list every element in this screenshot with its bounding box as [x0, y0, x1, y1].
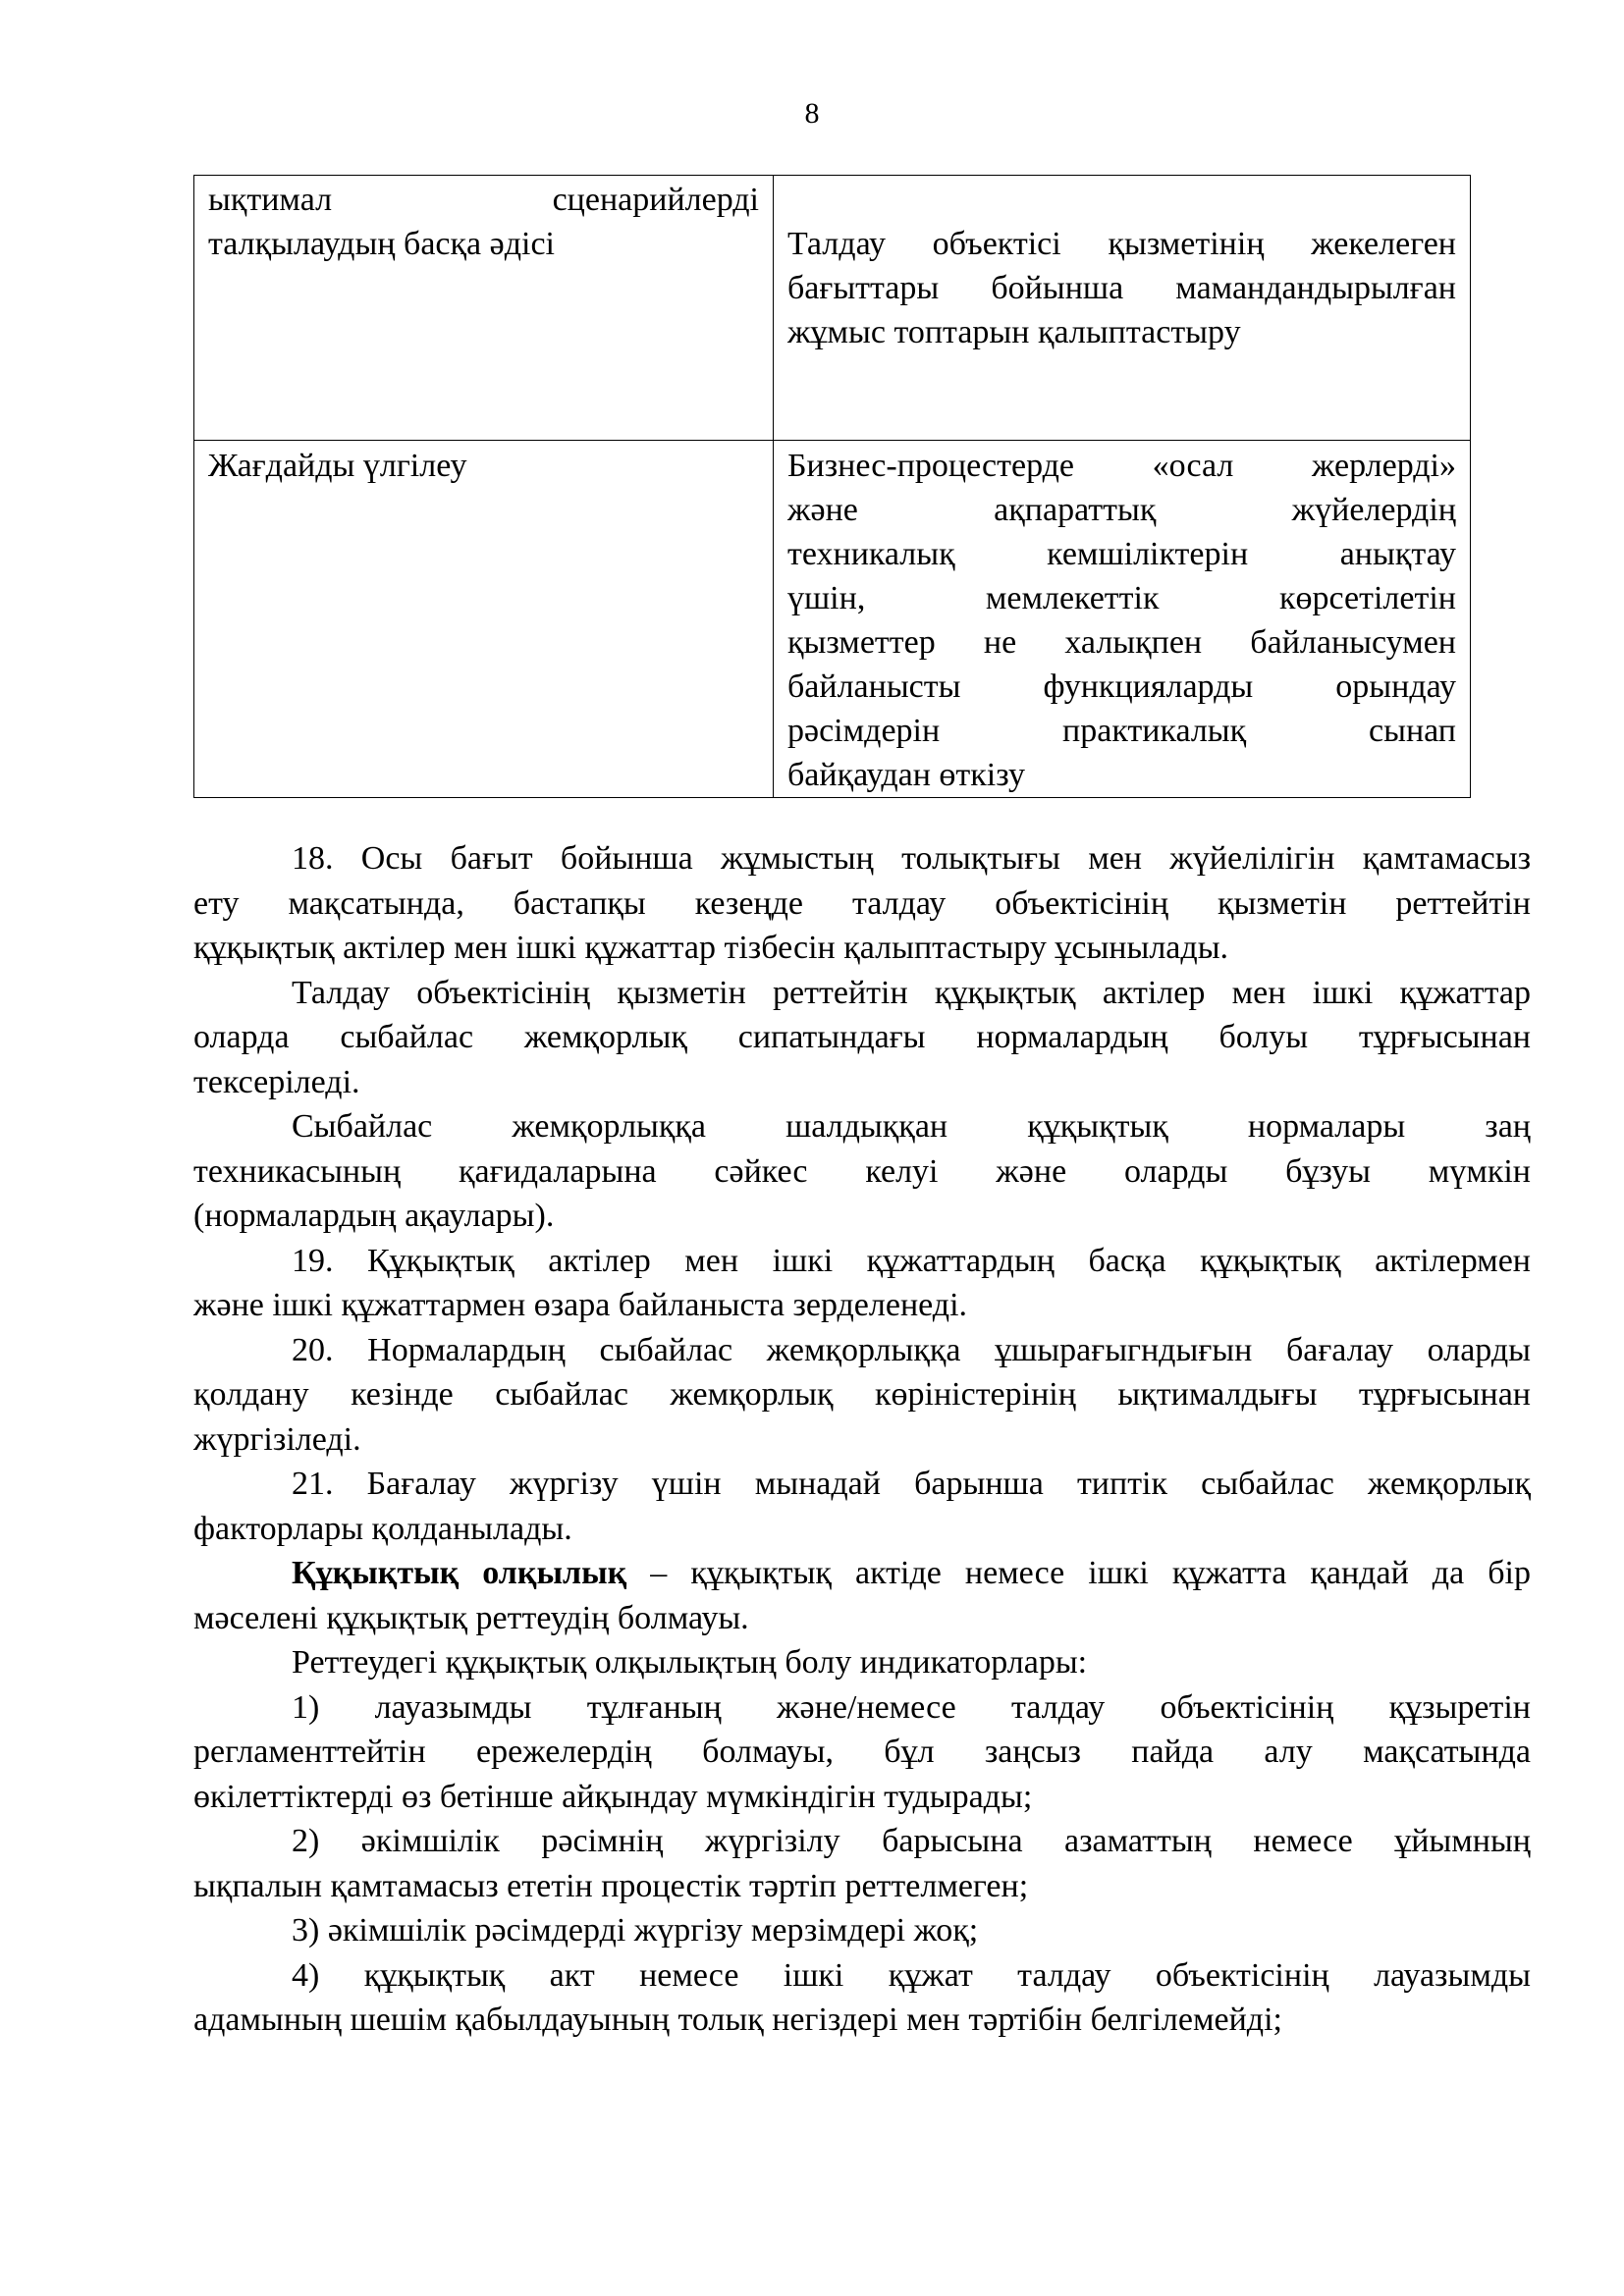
cell-line: техникалық кемшіліктерін анықтау [787, 536, 1456, 572]
cell-line: талқылаудың басқа әдісі [208, 226, 555, 262]
list-item-1 [193, 1685, 1531, 1820]
paragraph-20 [193, 1328, 1531, 1463]
table-cell-method [194, 176, 774, 441]
paragraph-indicators-intro [193, 1640, 1531, 1685]
text-line: ықпалын қамтамасыз ететін процестік тәртіп реттелмеген; [193, 1867, 1029, 1904]
cell-line: үшін, мемлекеттік көрсетілетін [787, 580, 1456, 616]
cell-line: байқаудан өткізу [787, 757, 1025, 793]
table-row [194, 441, 1471, 798]
text-line: факторлары қолданылады. [193, 1510, 572, 1547]
text-line: тексеріледі. [193, 1063, 360, 1100]
paragraph-norms [193, 1104, 1531, 1239]
text-line: өкілеттіктерді өз бетінше айқындау мүмкіндігін тудырады; [193, 1778, 1033, 1815]
text-line: 2) әкімшілік рәсімнің жүргізілу барысына азаматтың немесе ұйымның [292, 1823, 1531, 1859]
cell-line: ықтимал сценарийлерді [208, 182, 759, 218]
text-line: (нормалардың ақаулары). [193, 1198, 555, 1234]
paragraph-21 [193, 1462, 1531, 1551]
text-line: 20. Нормалардың сыбайлас жемқорлыққа ұшырағыгндығын бағалау оларды [292, 1331, 1531, 1368]
page-number: 8 [804, 97, 820, 130]
document-body [193, 836, 1531, 2043]
cell-line: Бизнес-процестерде «осал жерлерді» [787, 448, 1456, 484]
cell-line: Жағдайды үлгілеу [208, 448, 467, 484]
term-legal-gap: Құқықтық олқылық [292, 1555, 627, 1591]
text-line: жүргізіледі. [193, 1420, 361, 1458]
cell-line: Талдау объектісі қызметінің жекелеген [787, 226, 1456, 262]
methods-table [193, 175, 1471, 798]
text-line: Реттеудегі құқықтық олқылықтың болу индикаторлары: [292, 1644, 1088, 1681]
text-line: адамының шешім қабылдауының толық негіздері мен тәртібін белгілемейді; [193, 2002, 1282, 2038]
cell-line: қызметтер не халықпен байланысумен [787, 624, 1456, 661]
text-line [193, 1551, 1531, 1596]
text-line: Сыбайлас жемқорлыққа шалдыққан құқықтық нормалары заң [292, 1108, 1531, 1145]
paragraph-legal-gap-definition [193, 1551, 1531, 1640]
text-line: және ішкі құжаттармен өзара байланыста зерделенеді. [193, 1287, 968, 1323]
cell-line: байланысты функцияларды орындау [787, 668, 1456, 705]
table-cell-method [194, 441, 774, 798]
text-line: қолдану кезінде сыбайлас жемқорлық көріністерінің ықтималдығы тұрғысынан [193, 1376, 1531, 1413]
table-row [194, 176, 1471, 441]
list-item-2 [193, 1819, 1531, 1908]
list-item-3 [193, 1908, 1531, 1953]
text-line: 4) құқықтық акт немесе ішкі құжат талдау объектісінің лауазымды [292, 1956, 1531, 1994]
table-cell-description [774, 176, 1471, 441]
definition-text: – құқықтық актіде немесе ішкі құжатта қандай да бір [626, 1555, 1531, 1591]
paragraph-review [193, 971, 1531, 1105]
text-line: техникасының қағидаларына сәйкес келуі және оларды бұзуы мүмкін [193, 1152, 1531, 1190]
text-line: 21. Бағалау жүргізу үшін мынадай барынша типтік сыбайлас жемқорлық [292, 1466, 1531, 1502]
list-item-4 [193, 1953, 1531, 2043]
text-line: Талдау объектісінің қызметін реттейтін құқықтық актілер мен ішкі құжаттар [292, 974, 1531, 1011]
text-line: мәселені құқықтық реттеудің болмауы. [193, 1599, 749, 1636]
table-cell-description [774, 441, 1471, 798]
text-line: регламенттейтін ережелердің болмауы, бұл заңсыз пайда алу мақсатында [193, 1734, 1531, 1770]
cell-line: рәсімдерін практикалық сынап [787, 713, 1456, 749]
text-line: құқықтық актілер мен ішкі құжаттар тізбесін қалыптастыру ұсынылады. [193, 930, 1229, 966]
cell-line: жұмыс топтарын қалыптастыру [787, 314, 1241, 350]
cell-line: бағыттары бойынша мамандандырылған [787, 270, 1456, 306]
text-line: 1) лауазымды тұлғаның және/немесе талдау объектісінің құзыретін [292, 1688, 1531, 1726]
paragraph-19 [193, 1239, 1531, 1328]
text-line: 3) әкімшілік рәсімдерді жүргізу мерзімдері жоқ; [292, 1912, 979, 1949]
text-line: 18. Осы бағыт бойынша жұмыстың толықтығы мен жүйелілігін қамтамасыз [292, 840, 1531, 877]
text-line: ету мақсатында, бастапқы кезеңде талдау объектісінің қызметін реттейтін [193, 884, 1531, 922]
text-line: 19. Құқықтық актілер мен ішкі құжаттардың басқа құқықтық актілермен [292, 1242, 1531, 1279]
cell-line: және ақпараттық жүйелердің [787, 492, 1456, 528]
text-line: оларда сыбайлас жемқорлық сипатындағы нормалардың болуы тұрғысынан [193, 1019, 1531, 1055]
paragraph-18 [193, 836, 1531, 971]
